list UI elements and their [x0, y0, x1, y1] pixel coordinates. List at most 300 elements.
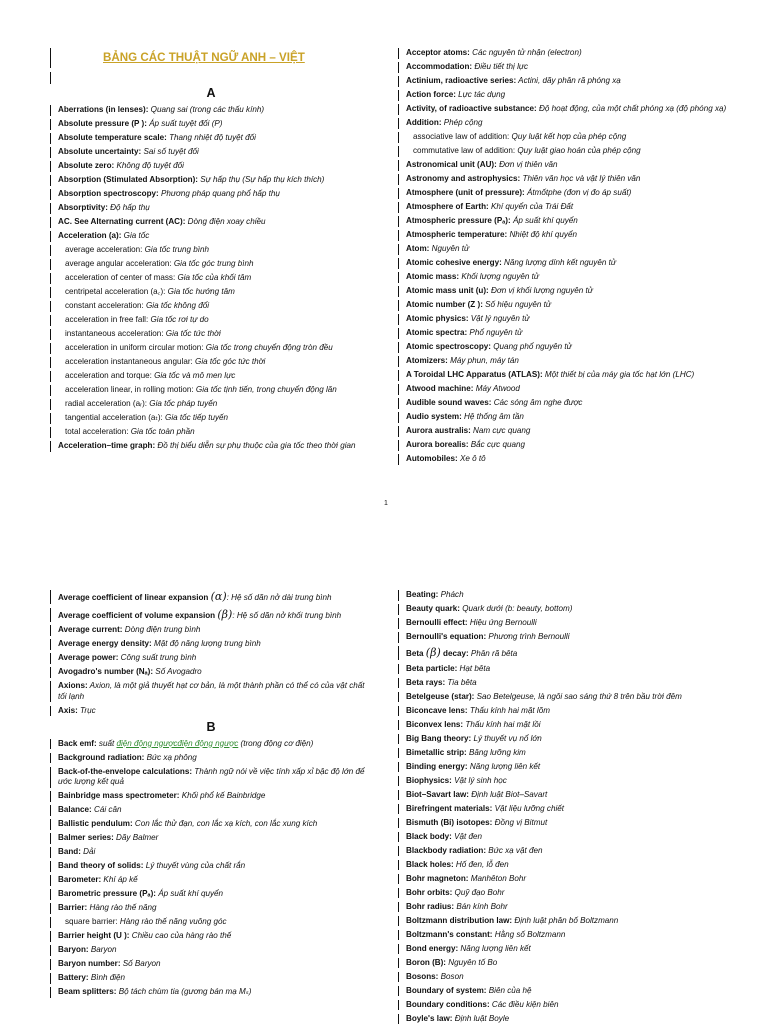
- glossary-entry: [398, 146, 728, 157]
- entry-definition: Số Baryon: [120, 959, 161, 968]
- glossary-entry: [50, 667, 372, 678]
- entry-term: Absolute pressure (P ):: [58, 119, 147, 128]
- entry-term: Atom:: [406, 244, 430, 253]
- entry-term: Aberrations (in lenses):: [58, 105, 149, 114]
- entry-definition: Năng lượng dính kết nguyên tử: [501, 258, 616, 267]
- glossary-entry: [50, 259, 372, 270]
- entry-definition: Khối lượng nguyên tử: [459, 272, 540, 281]
- entry-term: Back-of-the-envelope calculations:: [58, 766, 193, 776]
- entry-definition: Các sóng âm nghe được: [491, 398, 583, 407]
- entry-term: centripetal acceleration (a꜀):: [65, 287, 166, 296]
- entry-term: Baryon number:: [58, 959, 121, 968]
- entry-definition: Xe ô tô: [457, 454, 486, 463]
- glossary-entry: [398, 216, 728, 227]
- entry-term: Blackbody radiation:: [406, 845, 487, 855]
- glossary-entry: [398, 916, 728, 927]
- entry-term: Atomic spectra:: [406, 328, 468, 337]
- glossary-entry: [398, 888, 728, 899]
- entry-definition: Bình điện: [88, 973, 126, 982]
- glossary-entry: [50, 427, 372, 438]
- entry-term: Axis:: [58, 705, 78, 715]
- entry-definition: Độ hoạt động, của một chất phóng xạ (độ phóng xạ): [536, 104, 727, 113]
- glossary-entry: [50, 231, 372, 242]
- glossary-entry: [50, 653, 372, 664]
- entry-definition: Átmốtphe (đơn vị đo áp suất): [524, 188, 632, 197]
- entry-term: Bimetallic strip:: [406, 747, 467, 757]
- glossary-entry: [398, 370, 728, 381]
- glossary-entry: [398, 604, 728, 615]
- entry-definition: Năng lượng liên kết: [458, 943, 531, 953]
- glossary-entry: [50, 287, 372, 298]
- document-title: BẢNG CÁC THUẬT NGỮ ANH – VIỆT: [50, 48, 372, 68]
- entry-definition: Axion, là một giả thuyết hạt cơ bản, là một thành phần có thể có của vật chất tối lạnh: [58, 681, 365, 701]
- glossary-entry: [398, 776, 728, 787]
- entry-definition: Mật độ năng lượng trung bình: [151, 639, 261, 648]
- entry-definition: Quang phổ nguyên tử: [491, 342, 572, 351]
- glossary-entry: [50, 245, 372, 256]
- entry-term: Barrier height (U ):: [58, 931, 130, 940]
- entry-term: tangential acceleration (aₜ):: [65, 413, 163, 422]
- page1-right-column: [398, 48, 728, 468]
- entry-definition: Băng lưỡng kim: [466, 747, 526, 757]
- entry-term: instantaneous acceleration:: [65, 329, 164, 338]
- glossary-entry: [50, 315, 372, 326]
- entry-definition: Nguyên tử: [429, 244, 470, 253]
- entry-definition: Thấu kính hai mặt lồi: [463, 719, 541, 729]
- entry-definition: Độ hấp thụ: [107, 203, 150, 212]
- entry-term: associative law of addition:: [413, 132, 510, 141]
- glossary-entry: [50, 819, 372, 830]
- glossary-entry: [398, 426, 728, 437]
- glossary-entry: [398, 258, 728, 269]
- glossary-entry: [50, 847, 372, 858]
- entry-definition: Định luật Biot–Savart: [468, 789, 548, 799]
- entry-definition: Sao Betelgeuse, là ngôi sao sáng thứ 8 trên bầu trời đêm: [474, 691, 682, 701]
- entry-term: Average coefficient of linear expansion: [58, 593, 209, 602]
- glossary-entry: [398, 958, 728, 969]
- glossary-entry: [398, 160, 728, 171]
- entry-term: Atomic spectroscopy:: [406, 342, 492, 351]
- glossary-entry: [50, 217, 372, 228]
- entry-term: Aurora australis:: [406, 426, 471, 435]
- entry-definition: Actini, dãy phân rã phóng xạ: [516, 76, 621, 85]
- entry-definition: Phách: [438, 590, 464, 599]
- entry-definition: Khí quyển của Trái Đất: [488, 202, 574, 211]
- glossary-list-average: [50, 590, 372, 622]
- entry-definition: Bắc cực quang: [468, 440, 525, 449]
- glossary-entry: [50, 875, 372, 886]
- entry-definition: Phương pháp quang phổ hấp thụ: [158, 189, 280, 198]
- entry-term: Absolute zero:: [58, 161, 115, 170]
- entry-def-pre: suất: [96, 738, 117, 748]
- entry-definition: Vật lý nguyên tử: [468, 314, 530, 323]
- entry-definition: Quỹ đạo Bohr: [452, 887, 505, 897]
- glossary-entry: [50, 371, 372, 382]
- entry-term: Bernoulli effect:: [406, 618, 468, 627]
- entry-term: total acceleration:: [65, 427, 129, 436]
- glossary-entry: [50, 133, 372, 144]
- entry-term: Atomic mass:: [406, 272, 460, 281]
- glossary-entry: [50, 987, 372, 998]
- entry-definition: Hàng rào thế năng: [87, 903, 157, 912]
- entry-definition: Gia tốc của khối tâm: [175, 273, 252, 282]
- glossary-entry: [50, 931, 372, 942]
- entry-definition: Quy luật kết hợp của phép cộng: [509, 132, 627, 141]
- entry-definition: Gia tốc pháp tuyến: [147, 399, 218, 408]
- glossary-entry: [50, 119, 372, 130]
- entry-term: Bainbridge mass spectrometer:: [58, 791, 180, 800]
- glossary-entry: [50, 105, 372, 116]
- entry-term: Atomic number (Z ):: [406, 300, 483, 309]
- glossary-entry: [398, 132, 728, 143]
- entry-term: Absolute temperature scale:: [58, 133, 167, 142]
- glossary-list-a-cont: [50, 625, 372, 716]
- entry-term: acceleration in uniform circular motion:: [65, 343, 204, 352]
- entry-term: Black body:: [406, 831, 452, 841]
- page2-right-column: [398, 590, 728, 1028]
- entry-term: Balance:: [58, 805, 92, 814]
- glossary-entry: [50, 889, 372, 900]
- entry-term: Atomic cohesive energy:: [406, 258, 502, 267]
- entry-definition: Gia tốc tức thời: [163, 329, 221, 338]
- entry-term: Bosons:: [406, 971, 439, 981]
- entry-definition: Khí áp kế: [101, 875, 138, 884]
- entry-term: Bernoulli's equation:: [406, 632, 487, 641]
- glossary-entry: [398, 118, 728, 129]
- entry-term: Absolute uncertainty:: [58, 147, 142, 156]
- entry-term: Barrier:: [58, 903, 88, 912]
- glossary-entry: [398, 454, 728, 465]
- entry-definition: Lực tác dụng: [455, 90, 506, 99]
- entry-term: Birefringent materials:: [406, 803, 493, 813]
- entry-term: average acceleration:: [65, 245, 143, 254]
- entry-term: average angular acceleration:: [65, 259, 172, 268]
- entry-definition: Hàng rào thế năng vuông góc: [117, 917, 227, 926]
- glossary-entry: [398, 76, 728, 87]
- entry-definition: Dòng điện trung bình: [122, 625, 201, 634]
- entry-definition: Phương trình Bernoulli: [486, 632, 570, 641]
- glossary-entry: [398, 356, 728, 367]
- entry-definition: Số Avogadro: [153, 667, 202, 676]
- entry-term: Bohr magneton:: [406, 873, 469, 883]
- glossary-entry: [398, 328, 728, 339]
- entry-definition: Dòng điện xoay chiều: [185, 217, 266, 226]
- tracked-change-text: điện động ngượcđiện động ngược: [116, 738, 239, 748]
- page-gap: [0, 530, 768, 588]
- entry-definition: Hệ thống âm tần: [461, 412, 524, 421]
- entry-definition: Gia tốc góc trung bình: [171, 259, 254, 268]
- entry-term: AC. See Alternating current (AC):: [58, 217, 186, 226]
- entry-definition: Năng lượng liên kết: [467, 761, 541, 771]
- entry-term: Barometric pressure (Pₐ):: [58, 889, 156, 898]
- glossary-entry: [398, 272, 728, 283]
- glossary-entry-back-emf: [50, 739, 372, 750]
- glossary-entry: [398, 632, 728, 643]
- glossary-entry: [398, 1000, 728, 1011]
- entry-term: Atwood machine:: [406, 384, 474, 393]
- glossary-entry: [398, 384, 728, 395]
- entry-definition: Nam cực quang: [470, 426, 531, 435]
- entry-term-suffix: decay:: [440, 649, 469, 658]
- entry-definition: Hằng số Boltzmann: [492, 929, 566, 939]
- glossary-entry: [398, 720, 728, 731]
- glossary-entry: [398, 706, 728, 717]
- entry-definition: Sai số tuyệt đối: [141, 147, 199, 156]
- entry-definition: Phổ nguyên tử: [467, 328, 523, 337]
- entry-term: Beam splitters:: [58, 987, 117, 996]
- entry-definition: Áp suất tuyệt đối (P): [146, 119, 223, 128]
- glossary-entry: [50, 791, 372, 802]
- entry-term: Absorptivity:: [58, 203, 108, 212]
- greek-symbol: (β): [217, 607, 233, 621]
- entry-definition: Thang nhiệt độ tuyệt đối: [166, 133, 256, 142]
- entry-definition: Hố đen, lỗ đen: [453, 859, 509, 869]
- entry-term: Big Bang theory:: [406, 733, 472, 743]
- glossary-entry: [50, 973, 372, 984]
- entry-definition: Bức xạ vật đen: [486, 845, 543, 855]
- glossary-entry: [398, 90, 728, 101]
- glossary-entry: [398, 986, 728, 997]
- entry-definition: Gia tốc tiếp tuyến: [162, 413, 229, 422]
- glossary-entry: [398, 860, 728, 871]
- glossary-entry: [50, 441, 372, 452]
- glossary-entry: [50, 273, 372, 284]
- entry-term: Automobiles:: [406, 454, 458, 463]
- glossary-entry: [398, 902, 728, 913]
- entry-term: Bismuth (Bi) isotopes:: [406, 817, 493, 827]
- entry-term: Biophysics:: [406, 775, 452, 785]
- entry-term: Atmosphere (unit of pressure):: [406, 188, 525, 197]
- entry-term: Band:: [58, 847, 81, 856]
- entry-definition: Dãy Balmer: [113, 833, 159, 842]
- margin-bar: [50, 72, 372, 84]
- glossary-entry: [50, 959, 372, 970]
- section-heading-a: A: [206, 86, 216, 100]
- entry-definition: Đơn vị thiên văn: [496, 160, 558, 169]
- glossary-entry: [398, 174, 728, 185]
- glossary-entry: [50, 399, 372, 410]
- entry-term: Atomic mass unit (u):: [406, 286, 489, 295]
- entry-definition: Áp suất khí quyển: [510, 216, 578, 225]
- entry-definition: Thiên văn học và vật lý thiên văn: [520, 174, 641, 183]
- entry-term: Boltzmann's constant:: [406, 929, 493, 939]
- glossary-entry: [50, 861, 372, 872]
- entry-term: Back emf:: [58, 738, 97, 748]
- entry-definition: Thành ngữ nói về việc tính xấp xỉ bậc độ lớn để ước lượng kết quả: [58, 766, 365, 786]
- glossary-entry: [398, 664, 728, 675]
- entry-term: Axions:: [58, 681, 88, 690]
- entry-definition: Gia tốc và mô men lực: [151, 371, 236, 380]
- glossary-entry: [50, 301, 372, 312]
- glossary-list-a-right: [398, 48, 728, 465]
- glossary-entry: [398, 188, 728, 199]
- entry-term: commutative law of addition:: [413, 146, 516, 155]
- entry-term: Acceptor atoms:: [406, 48, 470, 57]
- entry-definition: Gia tốc tịnh tiến, trong chuyển động lăn: [193, 385, 337, 394]
- entry-term: Average power:: [58, 653, 119, 662]
- glossary-entry: [50, 608, 372, 622]
- entry-definition: Vật đen: [451, 831, 483, 841]
- entry-term: Actinium, radioactive series:: [406, 76, 517, 85]
- entry-definition: Trục: [77, 705, 96, 715]
- entry-term: Activity, of radioactive substance:: [406, 104, 537, 113]
- section-heading-b: B: [206, 719, 216, 734]
- entry-definition: : Hệ số dãn nở dài trung bình: [226, 593, 332, 602]
- entry-term: Biconvex lens:: [406, 719, 464, 729]
- entry-definition: Quang sai (trong các thấu kính): [148, 105, 265, 114]
- entry-term: Atmospheric temperature:: [406, 230, 508, 239]
- entry-term: acceleration in free fall:: [65, 315, 149, 324]
- entry-definition: Dải: [80, 847, 96, 856]
- entry-definition: Phép cộng: [441, 118, 483, 127]
- entry-term: Action force:: [406, 90, 456, 99]
- entry-definition: Khối phổ kế Bainbridge: [179, 791, 266, 800]
- entry-term: Binding energy:: [406, 761, 468, 771]
- glossary-entry: [398, 846, 728, 857]
- entry-term: Beating:: [406, 590, 439, 599]
- glossary-entry: [50, 343, 372, 354]
- entry-term: Battery:: [58, 973, 89, 982]
- glossary-entry: [50, 639, 372, 650]
- entry-definition: Đồng vị Bitmut: [492, 817, 548, 827]
- entry-term: Biot–Savart law:: [406, 789, 469, 799]
- entry-term: Balmer series:: [58, 833, 114, 842]
- greek-symbol: (α): [210, 590, 227, 603]
- glossary-entry: [398, 590, 728, 601]
- glossary-entry: [50, 767, 372, 788]
- entry-term: Background radiation:: [58, 752, 145, 762]
- glossary-entry: [398, 762, 728, 773]
- glossary-entry: [50, 681, 372, 702]
- entry-term: Betelgeuse (star):: [406, 691, 475, 701]
- glossary-entry: [398, 790, 728, 801]
- entry-term: Aurora borealis:: [406, 440, 469, 449]
- entry-term: Absorption spectroscopy:: [58, 189, 159, 198]
- entry-term: Boltzmann distribution law:: [406, 915, 513, 925]
- entry-term: Beta rays:: [406, 677, 446, 687]
- entry-term: Atmosphere of Earth:: [406, 202, 489, 211]
- glossary-entry: [398, 62, 728, 73]
- entry-definition: Lý thuyết vụ nổ lớn: [471, 733, 542, 743]
- document-page-2: [0, 588, 768, 1024]
- entry-definition: Cái cân: [91, 805, 122, 814]
- entry-definition: Định luật Boyle: [452, 1013, 510, 1023]
- glossary-entry: [398, 972, 728, 983]
- entry-definition: Gia tốc: [121, 231, 150, 240]
- glossary-entry: [398, 286, 728, 297]
- entry-definition: Bộ tách chùm tia (gương bán mạ Mₛ): [116, 987, 252, 996]
- glossary-entry: [398, 734, 728, 745]
- entry-term: Audible sound waves:: [406, 398, 492, 407]
- glossary-entry: [50, 917, 372, 928]
- glossary-entry: [50, 805, 372, 816]
- glossary-entry: [50, 413, 372, 424]
- glossary-entry: [398, 874, 728, 885]
- glossary-entry: [50, 203, 372, 214]
- glossary-entry: [398, 748, 728, 759]
- entry-term: Beta particle:: [406, 663, 458, 673]
- entry-definition: Sự hấp thụ (Sự hấp thụ kích thích): [197, 175, 325, 184]
- entry-definition: Boson: [438, 971, 464, 981]
- entry-definition: Định luật phân bố Boltzmann: [512, 915, 619, 925]
- glossary-entry: [50, 753, 372, 764]
- glossary-entry: [398, 818, 728, 829]
- entry-def: Phân rã bêta: [468, 649, 518, 658]
- entry-term: Astronomy and astrophysics:: [406, 174, 521, 183]
- glossary-entry: [398, 202, 728, 213]
- entry-definition: Đơn vị khối lượng nguyên tử: [488, 286, 593, 295]
- entry-definition: Gia tốc rơi tự do: [148, 315, 209, 324]
- glossary-entry: [398, 832, 728, 843]
- page2-left-column: [50, 590, 372, 1001]
- entry-term: Average coefficient of volume expansion: [58, 610, 216, 620]
- entry-definition: Hiệu ứng Bernoulli: [467, 618, 537, 627]
- entry-definition: Gia tốc trung bình: [142, 245, 209, 254]
- glossary-list-b-left: [50, 753, 372, 998]
- entry-term: Black holes:: [406, 859, 454, 869]
- entry-term: Atmospheric pressure (Pₐ):: [406, 216, 511, 225]
- entry-term: Atomic physics:: [406, 314, 469, 323]
- entry-term: A Toroidal LHC Apparatus (ATLAS):: [406, 370, 543, 379]
- entry-term: Astronomical unit (AU):: [406, 160, 497, 169]
- entry-term: Baryon:: [58, 945, 89, 954]
- entry-definition: Một thiết bị của máy gia tốc hạt lớn (LHC): [542, 370, 695, 379]
- glossary-entry: [398, 314, 728, 325]
- entry-term: Biconcave lens:: [406, 705, 468, 715]
- entry-term: Acceleration–time graph:: [58, 441, 156, 450]
- glossary-entry: [398, 618, 728, 629]
- glossary-entry: [50, 357, 372, 368]
- entry-term: Accommodation:: [406, 62, 473, 71]
- glossary-list-b-right: [398, 664, 728, 1025]
- glossary-entry: [398, 1014, 728, 1025]
- entry-term: radial acceleration (aᵣ):: [65, 399, 148, 408]
- entry-definition: Con lắc thử đạn, con lắc xạ kích, con lắc xung kích: [132, 819, 318, 828]
- entry-term: acceleration and torque:: [65, 371, 152, 380]
- entry-definition: Gia tốc không đổi: [143, 301, 209, 310]
- beta-symbol: (β): [425, 646, 441, 659]
- entry-term: Audio system:: [406, 412, 462, 421]
- entry-definition: Các điều kiện biên: [489, 999, 559, 1009]
- glossary-entry: [398, 692, 728, 703]
- entry-definition: Các nguyên tử nhận (electron): [469, 48, 582, 57]
- entry-term: Atomizers:: [406, 356, 448, 365]
- entry-definition: Nguyên tố Bo: [446, 957, 498, 967]
- glossary-entry: [398, 230, 728, 241]
- entry-term: Bohr orbits:: [406, 887, 453, 897]
- glossary-entry: [398, 104, 728, 115]
- entry-term: square barrier:: [65, 917, 118, 926]
- entry-term: Ballistic pendulum:: [58, 819, 133, 828]
- glossary-entry: [398, 48, 728, 59]
- entry-definition: Gia tốc trong chuyển động tròn đều: [203, 343, 333, 352]
- glossary-entry: [50, 161, 372, 172]
- entry-term: Boron (B):: [406, 957, 447, 967]
- glossary-list-a-left: [50, 105, 372, 452]
- entry-definition: Quark dưới (b: beauty, bottom): [459, 604, 573, 613]
- page1-left-column: [50, 48, 372, 455]
- entry-term: Addition:: [406, 118, 442, 127]
- glossary-entry: [50, 590, 372, 604]
- entry-term: Boundary of system:: [406, 985, 487, 995]
- entry-definition: Bán kính Bohr: [454, 901, 508, 911]
- glossary-entry: [50, 147, 372, 158]
- entry-term: Bond energy:: [406, 943, 459, 953]
- glossary-entry: [398, 342, 728, 353]
- glossary-entry: [50, 903, 372, 914]
- glossary-entry: [398, 244, 728, 255]
- entry-term: Boundary conditions:: [406, 999, 490, 1009]
